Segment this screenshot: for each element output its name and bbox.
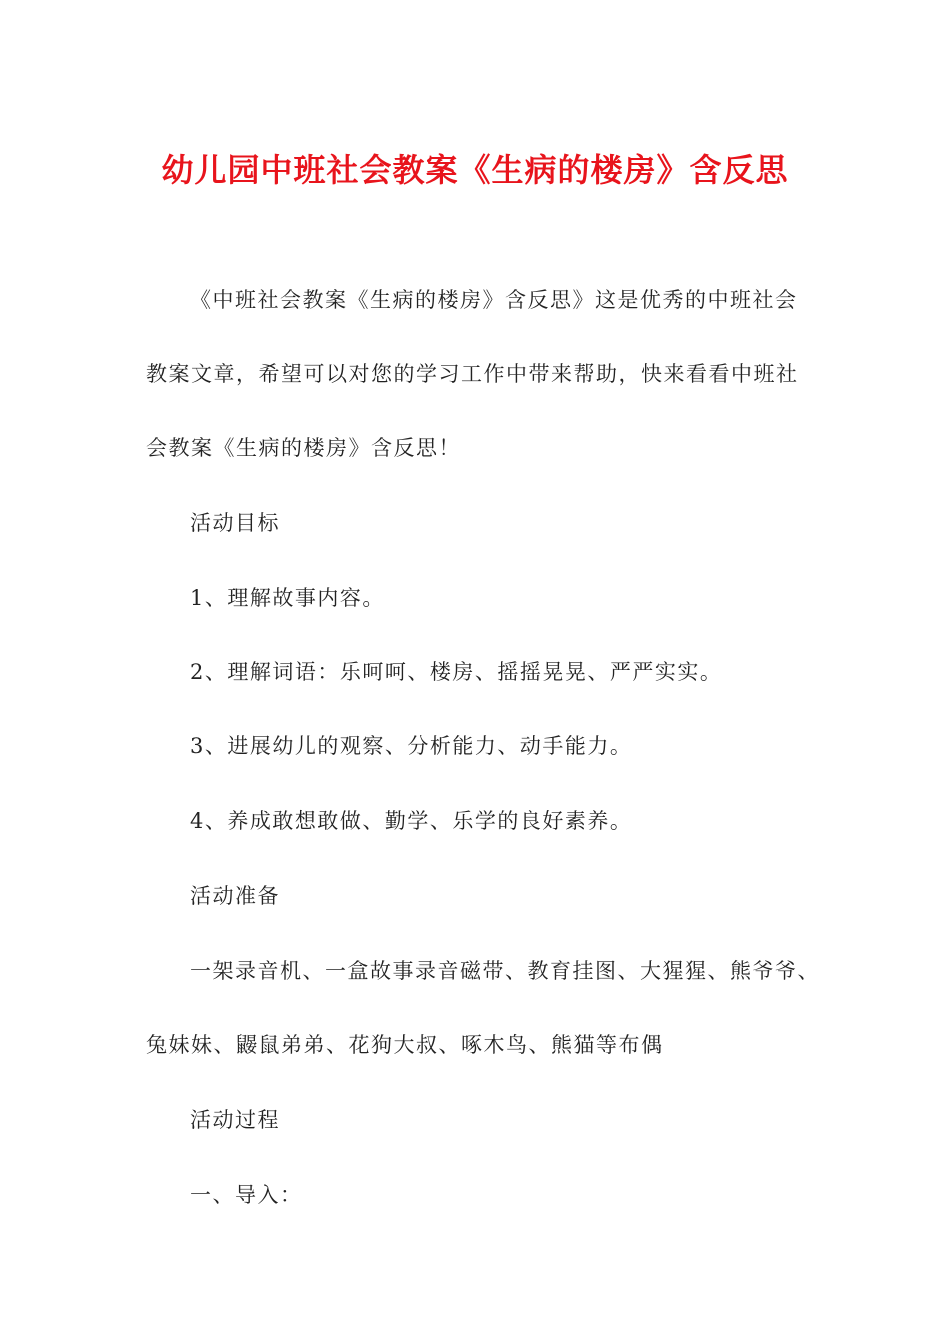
document-title: 幼儿园中班社会教案《生病的楼房》含反思 <box>161 151 789 189</box>
goal-item-3: 3、进展幼儿的观察、分析能力、动手能力。 <box>190 734 633 758</box>
section-heading-preparation: 活动准备 <box>190 884 280 908</box>
intro-line-2: 教案文章，希望可以对您的学习工作中带来帮助，快来看看中班社 <box>146 362 799 386</box>
preparation-line-1: 一架录音机、一盒故事录音磁带、教育挂图、大猩猩、熊爷爷、 <box>190 959 820 983</box>
section-heading-goals: 活动目标 <box>190 511 280 535</box>
intro-line-1: 《中班社会教案《生病的楼房》含反思》这是优秀的中班社会 <box>190 288 798 312</box>
section-heading-process: 活动过程 <box>190 1108 280 1132</box>
intro-line-3: 会教案《生病的楼房》含反思！ <box>146 436 461 460</box>
goal-item-2: 2、理解词语：乐呵呵、楼房、摇摇晃晃、严严实实。 <box>190 660 723 684</box>
process-step-1: 一、导入： <box>190 1183 303 1207</box>
goal-item-4: 4、养成敢想敢做、勤学、乐学的良好素养。 <box>190 809 633 833</box>
preparation-line-2: 兔妹妹、鼹鼠弟弟、花狗大叔、啄木鸟、熊猫等布偶 <box>146 1033 664 1057</box>
goal-item-1: 1、理解故事内容。 <box>190 586 385 610</box>
